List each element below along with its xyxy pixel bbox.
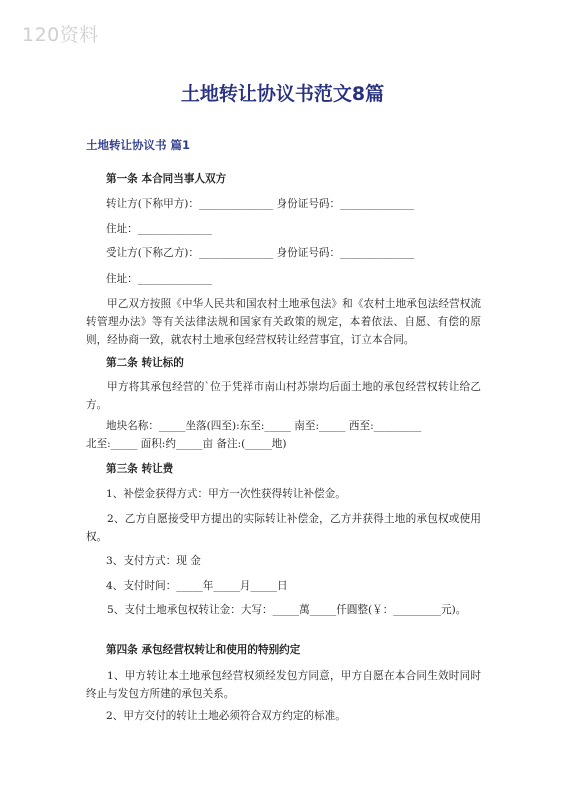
transferee-line: 受让方(下称乙方)：______________ 身份证号码：______________ xyxy=(106,247,415,259)
address1-line: 住址：______________ xyxy=(106,223,212,235)
article3-heading: 第三条 转让费 xyxy=(106,463,174,475)
article3-item5: 5、支付土地承包权转让金：大写：_____萬_____仟圓整(￥：_________元)。 xyxy=(107,604,467,616)
article3-item3: 3、支付方式：现 金 xyxy=(106,555,201,567)
article1-paragraph: 甲乙双方按照《中华人民共和国农村土地承包法》和《农村土地承包法经营权流转管理办法》等有关法律法规和国家有关政策的规定，本着依法、自愿、有偿的原则，经协商一致，就农村土地承包经营权转让经营事宜，订立本合同。 xyxy=(86,298,481,346)
document-title: 土地转让协议书范文8篇 xyxy=(180,83,385,105)
watermark: 120资料 xyxy=(22,24,99,46)
plot-line1: 地块名称：_____坐落(四至):东至:_____ 南至:_____ 西至:_________ xyxy=(106,420,422,432)
article4-heading: 第四条 承包经营权转让和使用的特别约定 xyxy=(106,644,301,656)
section-subtitle: 土地转让协议书 篇1 xyxy=(86,138,191,152)
article4-item1: 1、甲方转让本土地承包经营权须经发包方同意，甲方自愿在本合同生效时同时终止与发包方所建的承包关系。 xyxy=(86,670,481,700)
article1-heading: 第一条 本合同当事人双方 xyxy=(106,173,227,185)
article4-item2: 2、甲方交付的转让土地必须符合双方约定的标准。 xyxy=(106,710,346,722)
article3-item1: 1、补偿金获得方式：甲方一次性获得转让补偿金。 xyxy=(106,488,346,500)
article3-item4: 4、支付时间：_____年_____月_____日 xyxy=(106,580,288,592)
plot-line2: 北至:_____ 面积:约_____亩 备注:(_____地) xyxy=(86,438,287,450)
address2-line: 住址：______________ xyxy=(106,273,212,285)
article2-paragraph: 甲方将其承包经营的`位于凭祥市南山村苏崇均后面土地的承包经营权转让给乙方。 xyxy=(86,381,481,411)
article3-item2: 2、乙方自愿接受甲方提出的实际转让补偿金，乙方并获得土地的承包权或使用权。 xyxy=(86,513,481,543)
article2-heading: 第二条 转让标的 xyxy=(106,357,184,369)
transferor-line: 转让方(下称甲方)：______________ 身份证号码：______________ xyxy=(106,198,415,210)
